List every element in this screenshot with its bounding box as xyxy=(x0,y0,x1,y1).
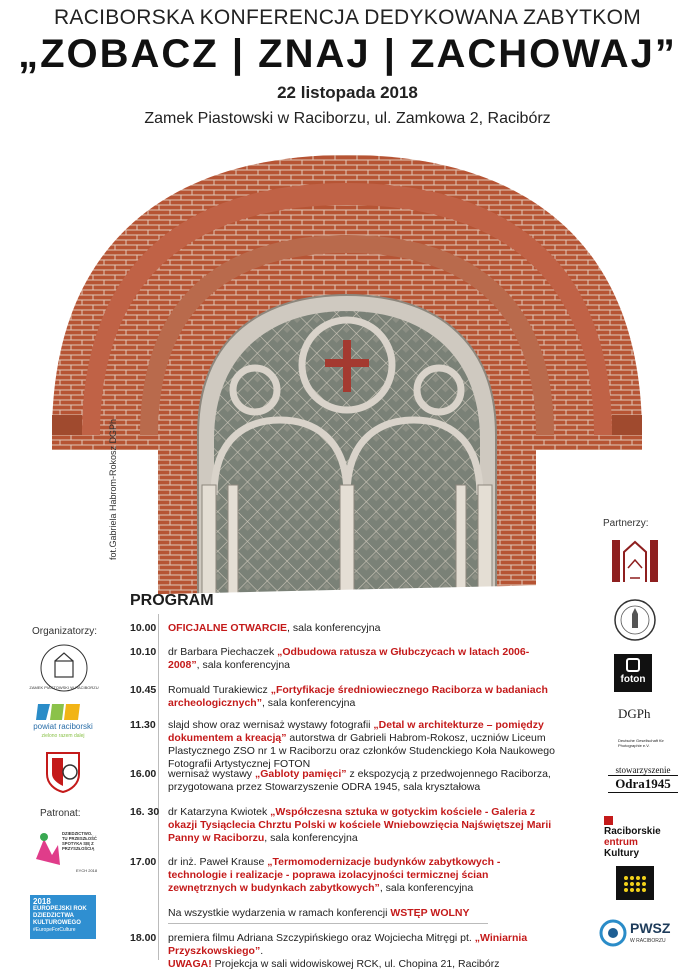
free-entry-text: Na wszystkie wydarzenia w ramach konferencji xyxy=(168,907,391,919)
dgph-subtext: Deutsche Gesellschaft für Photographie e.V. xyxy=(618,738,664,748)
divider-line xyxy=(168,923,488,924)
dziedzictwo-logo xyxy=(30,825,100,875)
free-entry-bold: WSTĘP WOLNY xyxy=(390,907,470,919)
conference-title: „ZOBACZ | ZNAJ | ZACHOWAJ” xyxy=(18,32,677,76)
item-location: z ekspozycją z przedwojennego Raciborza, przygotowana przez Stowarzyszenie ODRA 1945, sala kryształowa xyxy=(168,768,551,793)
rck-mark-icon xyxy=(604,816,613,825)
dgph-logo xyxy=(618,706,668,748)
powiat-text: powiat raciborski xyxy=(33,722,93,731)
item-title: „Współczesna sztuka w gotyckim kościele - Galeria z okazji Tysiąclecia Chrztu Polski w kościele Wniebowzięcia Najświętszej Marii Panny w Raciborzu xyxy=(168,806,552,844)
item-title: „Gabloty pamięci” xyxy=(254,768,347,780)
rck-logo xyxy=(604,815,668,859)
camera-icon xyxy=(626,658,640,672)
free-entry-note xyxy=(168,907,588,920)
zamek-piastowski-logo xyxy=(29,643,99,693)
eu-heritage-year-logo xyxy=(30,895,96,939)
eu-tag: #EuropeForCulture xyxy=(33,927,76,933)
item-title: „Odbudowa ratusza w Głubczycach w latach 2006-2008” xyxy=(168,646,530,671)
program-heading: PROGRAM xyxy=(130,592,214,609)
warning-label: UWAGA! xyxy=(168,958,212,970)
powiat-tagline: zielono razem dalej xyxy=(41,733,85,739)
item-title: „Winiarnia Przyszkowskiego” xyxy=(168,932,528,957)
item-title: „Fortyfikacje średniowiecznego Raciborza w badaniach archeologicznych” xyxy=(168,684,548,709)
item-time: 18.00 xyxy=(130,932,157,944)
pwsz-emblem-icon xyxy=(600,920,626,946)
powiat-raciborski-logo xyxy=(28,700,98,742)
item-speaker: dr Katarzyna Kwiotek xyxy=(168,806,271,818)
raciborz-coat-of-arms-icon xyxy=(44,750,82,794)
odra1945-logo xyxy=(608,765,678,793)
gothic-window-photo xyxy=(0,135,695,595)
item-title: „Termomodernizacje budynków zabytkowych - technologie i realizacje - poprawa izolacyjności termicznej ścian zewnętrznych w budynkach zabytkowych” xyxy=(168,856,501,894)
item-location: , sala konferencyjna xyxy=(379,882,474,894)
item-time: 10.10 xyxy=(130,646,157,658)
item-speaker: dr Barbara Piechaczek xyxy=(168,646,278,658)
photo-credit: fot.Gabriela Habrom-Rokosz DGPh xyxy=(108,418,118,560)
eu-year: 2018 xyxy=(33,897,51,906)
partner-round-seal-logo xyxy=(612,598,658,642)
eu-text: EUROPEJSKI ROK DZIEDZICTWA KULTUROWEGO xyxy=(33,906,87,926)
dziedzictwo-year: EYCH 2018 xyxy=(76,868,98,873)
rck-line2: entrum xyxy=(604,837,638,848)
item-location: , sala konferencyjna xyxy=(287,622,381,634)
conference-venue: Zamek Piastowski w Raciborzu, ul. Zamkowa 2, Racibórz xyxy=(144,110,551,127)
item-time: 10.45 xyxy=(130,684,157,696)
item-speaker: premiera filmu Adriana Szczypińskiego oraz Wojciecha Mitręgi pt. xyxy=(168,932,475,944)
patronage-label: Patronat: xyxy=(40,808,81,819)
item-location: autorstwa dr Gabrieli Habrom-Rokosz, uczniów Liceum Plastycznego ZSO nr 1 w Raciborzu oraz członków Studenckiego Koła Naukowego Fotografii Artystycznej FOTON xyxy=(168,732,555,770)
item-speaker: slajd show oraz wernisaż wystawy fotografii xyxy=(168,719,374,731)
item-time: 16. 30 xyxy=(130,806,160,818)
partner-tower-logo xyxy=(612,538,658,584)
item-time: 17.00 xyxy=(130,856,157,868)
item-time: 16.00 xyxy=(130,768,157,780)
odra-top-text: stowarzyszenie xyxy=(615,765,671,775)
foton-logo xyxy=(614,654,652,692)
pwsz-text: PWSZ xyxy=(630,920,671,936)
partner-dotted-logo xyxy=(616,866,654,900)
timeline-divider xyxy=(158,614,159,960)
foton-text: foton xyxy=(620,674,646,685)
item-location: Projekcja w sali widowiskowej RCK, ul. Chopina 21, Racibórz xyxy=(211,958,500,970)
item-speaker: Romuald Turakiewicz xyxy=(168,684,271,696)
item-title: OFICJALNE OTWARCIE xyxy=(168,622,288,634)
item-location: , sala konferencyjna xyxy=(261,697,356,709)
zamek-text: ZAMEK PIASTOWSKI W RACIBORZU xyxy=(29,685,99,690)
item-punct: . xyxy=(260,945,264,957)
item-location: , sala konferencyjna xyxy=(264,832,358,844)
odra-text: Odra1945 xyxy=(608,775,678,793)
item-location: , sala konferencyjna xyxy=(196,659,290,671)
conference-date: 22 listopada 2018 xyxy=(277,83,418,102)
organizers-label: Organizatorzy: xyxy=(32,626,98,637)
dgph-text: DGPh xyxy=(618,706,651,721)
pwsz-subtext: W RACIBORZU xyxy=(630,938,666,944)
conference-subtitle: RACIBORSKA KONFERENCJA DEDYKOWANA ZABYTKOM xyxy=(53,6,642,29)
partners-label: Partnerzy: xyxy=(603,518,649,529)
rck-line1: Raciborskie xyxy=(604,826,661,837)
item-time: 10.00 xyxy=(130,622,157,634)
item-speaker: dr inż. Paweł Krause xyxy=(168,856,268,868)
dziedzictwo-text: DZIEDZICTWO. TU PRZESZŁOŚĆ SPOTYKA SIĘ Z PRZYSZŁOŚCIĄ xyxy=(62,831,97,851)
item-speaker: wernisaż wystawy xyxy=(168,768,255,780)
item-title: „Detal w architekturze – pomiędzy dokumentem a kreacją” xyxy=(168,719,544,744)
item-time: 11.30 xyxy=(130,719,156,731)
rck-line3: Kultury xyxy=(604,848,639,859)
pwsz-logo xyxy=(600,918,680,950)
